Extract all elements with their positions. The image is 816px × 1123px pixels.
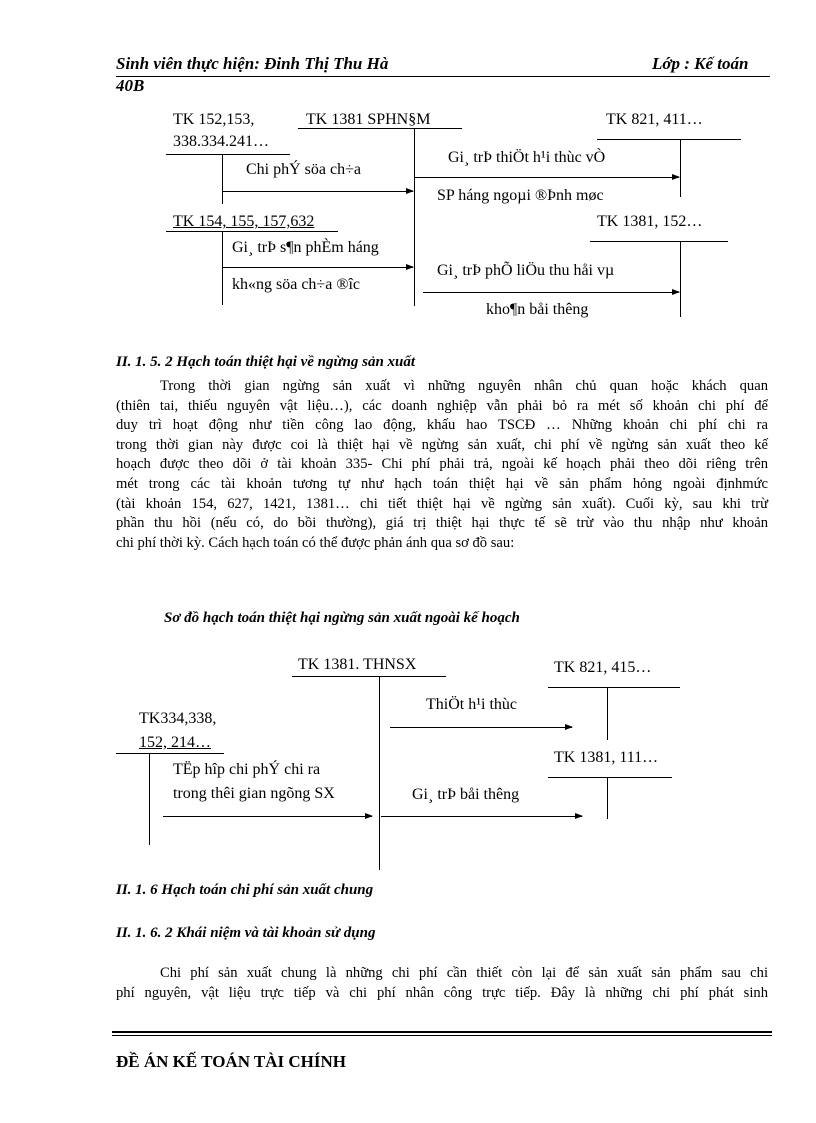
header-student: Sinh viên thực hiện: Đinh Thị Thu Hà	[116, 54, 389, 73]
d1-actual-loss-2: SP háng ngoµi ®Þnh møc	[437, 187, 604, 204]
footer-title: ĐỀ ÁN KẾ TOÁN TÀI CHÍNH	[116, 1052, 347, 1071]
section-title-overhead: II. 1. 6 Hạch toán chi phí sản xuất chung	[116, 882, 374, 898]
d2-t-left-h	[116, 753, 224, 754]
d2-t-center-h	[292, 676, 446, 677]
d1-acc-left-top-1: TK 152,153,	[173, 111, 255, 128]
d2-t-left-v	[149, 753, 150, 845]
d1-t-right-top-h	[597, 139, 741, 140]
d1-t-center-h	[298, 128, 462, 129]
paragraph-line: trong thời gian này được coi là thiệt hại về ngừng sản xuất, chi phí về ngừng sản xuất theo kế	[116, 436, 768, 453]
d1-t-center-v	[414, 128, 415, 306]
paragraph-line: Trong thời gian ngừng sản xuất vì những nguyên nhân chủ quan hoặc khách quan	[160, 378, 768, 394]
d1-t-left-top-v	[222, 154, 223, 204]
footer-rule-thick	[112, 1031, 772, 1033]
d1-repair-cost: Chi phÝ söa ch÷a	[246, 161, 361, 178]
diagram-title-downtime: Sơ đồ hạch toán thiệt hại ngừng sản xuất ngoài kế hoạch	[164, 610, 520, 626]
d2-t-center-v	[379, 676, 380, 870]
paragraph-line: phần thu hồi (nếu có, do bồi thường), giá trị thiệt hại thực tế sẽ trừ vào thu nhập như khoản	[116, 515, 768, 532]
paragraph-overhead	[116, 964, 768, 1003]
d2-acc-center: TK 1381. THNSX	[298, 656, 417, 673]
d2-t-right-bottom-h	[548, 777, 672, 778]
d1-product-value-1: Gi¸ trÞ s¶n phÈm háng	[232, 239, 379, 256]
d1-arrow-actual-loss	[415, 177, 679, 178]
d1-arrow-repair	[223, 191, 413, 192]
d1-actual-loss-1: Gi¸ trÞ thiÖt h¹i thùc vÒ	[448, 149, 606, 166]
d1-acc-right-top: TK 821, 411…	[606, 111, 703, 128]
d1-scrap-value: Gi¸ trÞ phÕ liÖu thu håi vµ	[437, 262, 615, 279]
header-class: Lớp : Kế toán	[652, 54, 749, 73]
paragraph-line: mét trong các tài khoản tương tự như hạch toán thiệt hại về sản phẩm hỏng ngoài địnhmức	[116, 475, 768, 492]
paragraph-line: duy trì hoạt động như tiền công lao động, khấu hao TSCĐ … Những khoản chi phí chi ra	[116, 417, 768, 434]
d2-t-right-top-v	[607, 687, 608, 740]
d2-acc-left-1: TK334,338,	[139, 710, 217, 727]
d1-acc-left-top-2: 338.334.241…	[173, 133, 269, 150]
d2-gather-2: trong thêi gian ngõng SX	[173, 785, 335, 802]
paragraph-line: Chi phí sản xuất chung là những chi phí cần thiết còn lại để sản xuất sản phẩm sau chi	[160, 965, 768, 981]
d2-acc-left-2: 152, 214…	[139, 734, 211, 751]
d2-actual-loss: ThiÖt h¹i thùc	[426, 696, 518, 713]
d2-arrow-compensation	[381, 816, 582, 817]
d1-compensation: kho¶n båi thêng	[486, 301, 589, 318]
d1-t-left-bottom-v	[222, 231, 223, 305]
d1-t-right-bottom-h	[590, 241, 728, 242]
d2-acc-right-bottom: TK 1381, 111…	[554, 749, 659, 766]
d2-arrow-gather	[163, 816, 372, 817]
d2-acc-right-top: TK 821, 415…	[554, 659, 652, 676]
d1-t-right-bottom-v	[680, 241, 681, 317]
paragraph-line: phí nguyên, vật liệu trực tiếp và chi phí nhân công trực tiếp. Đây là những chi phí phát sinh	[116, 984, 768, 1001]
paragraph-line: hoạch được theo dõi ở tài khoản 335- Chi phí phải trả, ngoài kế hoạch phải theo dõi riêng trên	[116, 456, 768, 473]
d2-compensation: Gi¸ trÞ båi thêng	[412, 786, 520, 803]
d2-gather-1: TËp hîp chi phÝ chi ra	[173, 761, 321, 778]
d1-acc-left-bottom: TK 154, 155, 157,632	[173, 213, 315, 230]
paragraph-line: (tài khoản 154, 627, 1421, 1381… chi tiết thiệt hại về ngừng sản xuất). Cuối kỳ, sau khi trừ	[116, 495, 768, 512]
d2-t-right-top-h	[548, 687, 680, 688]
paragraph-downtime	[116, 377, 768, 553]
paragraph-line: (thiên tai, thiếu nguyên vật liệu…), các doanh nghiệp vẫn phải bỏ ra mét số khoản chi phí để	[116, 397, 768, 414]
d1-product-value-2: kh«ng söa ch÷a ®îc	[232, 276, 361, 293]
paragraph-line: chi phí thời kỳ. Cách hạch toán có thể được phản ánh qua sơ đồ sau:	[116, 534, 515, 551]
d2-t-right-bottom-v	[607, 777, 608, 819]
d1-t-left-top-h	[166, 154, 290, 155]
d1-acc-right-bottom: TK 1381, 152…	[597, 213, 703, 230]
d1-t-left-bottom-h	[166, 231, 338, 232]
d2-arrow-actual-loss	[390, 727, 572, 728]
d1-t-right-top-v	[680, 139, 681, 197]
footer-rule-thin	[112, 1035, 772, 1036]
section-title-concept: II. 1. 6. 2 Khái niệm và tài khoản sử dụng	[116, 925, 376, 941]
section-title-downtime: II. 1. 5. 2 Hạch toán thiệt hại về ngừng sản xuất	[116, 354, 416, 370]
d1-arrow-scrap	[423, 292, 679, 293]
d1-acc-center: TK 1381 SPHN§M	[306, 111, 431, 128]
header-class-number: 40B	[116, 76, 145, 95]
header-rule	[116, 76, 770, 77]
d1-arrow-product-value	[223, 267, 413, 268]
